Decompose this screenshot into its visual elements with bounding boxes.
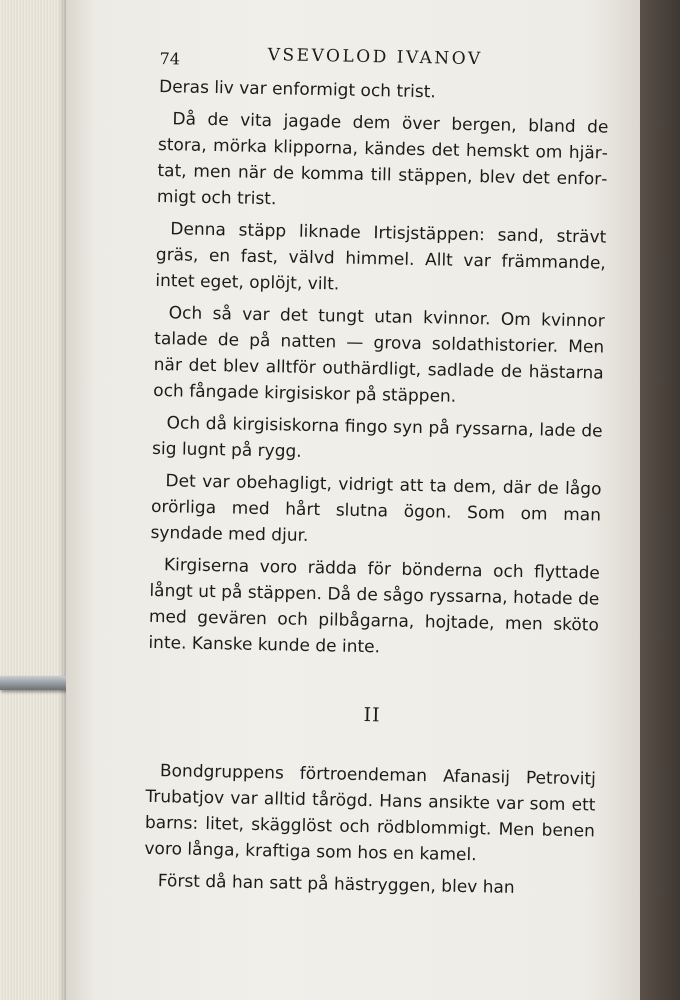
paragraph: Först då han satt på hästryggen, blev han — [157, 871, 515, 898]
paragraph: Kirgiserna voro rädda för bönderna och flyttade långt ut på stäppen. Då de sågo ryssarna, hotade de med gevären och pilbågarna, hojtade, men sköto inte. Kanske kunde de inte. — [148, 555, 601, 658]
facing-page-edge — [640, 0, 680, 1000]
paragraph: Deras liv var enformigt och trist. — [158, 76, 436, 103]
paragraph: Och då kirgisiskorna fingo syn på ryssarna, lade de sig lugnt på rygg. — [151, 413, 603, 462]
paragraph: Denna stäpp liknade Irtisjstäppen: sand, strävt gräs, en fast, välvd himmel. Allt var främmande, intet eget, oplöjt, vilt. — [155, 219, 607, 295]
section-heading: II — [363, 704, 381, 727]
page-text — [143, 40, 609, 908]
page-edge-stack — [0, 0, 66, 1000]
page-number: 74 — [159, 48, 181, 69]
paragraph: Bondgruppens förtroendeman Afanasij Petrovitj Trubatjov var alltid tårögd. Hans ansikte var som ett barns: litet, skägglöst och rödblommigt. Men benen voro långa, kraftiga som hos en kamel. — [144, 761, 597, 866]
paragraph: Och så var det tungt utan kvinnor. Om kvinnor talade de på natten — grova soldathistorier. Men när det blev alltför outhärdligt, sadlade de hästarna och fångade kirgisiskor på stäppen. — [153, 303, 605, 407]
paragraph: Det var obehagligt, vidrigt att ta dem, där de lågo orörliga med hårt slutna ögon. Som om man syndade med djur. — [150, 471, 602, 546]
paragraph: Då de vita jagade dem över bergen, bland de stora, mörka klipporna, kändes det hemskt om hjärtat, men när de komma till stäppen, blev det enformigt och trist. — [156, 109, 609, 210]
running-head-author: VSEVOLOD IVANOV — [267, 45, 483, 70]
